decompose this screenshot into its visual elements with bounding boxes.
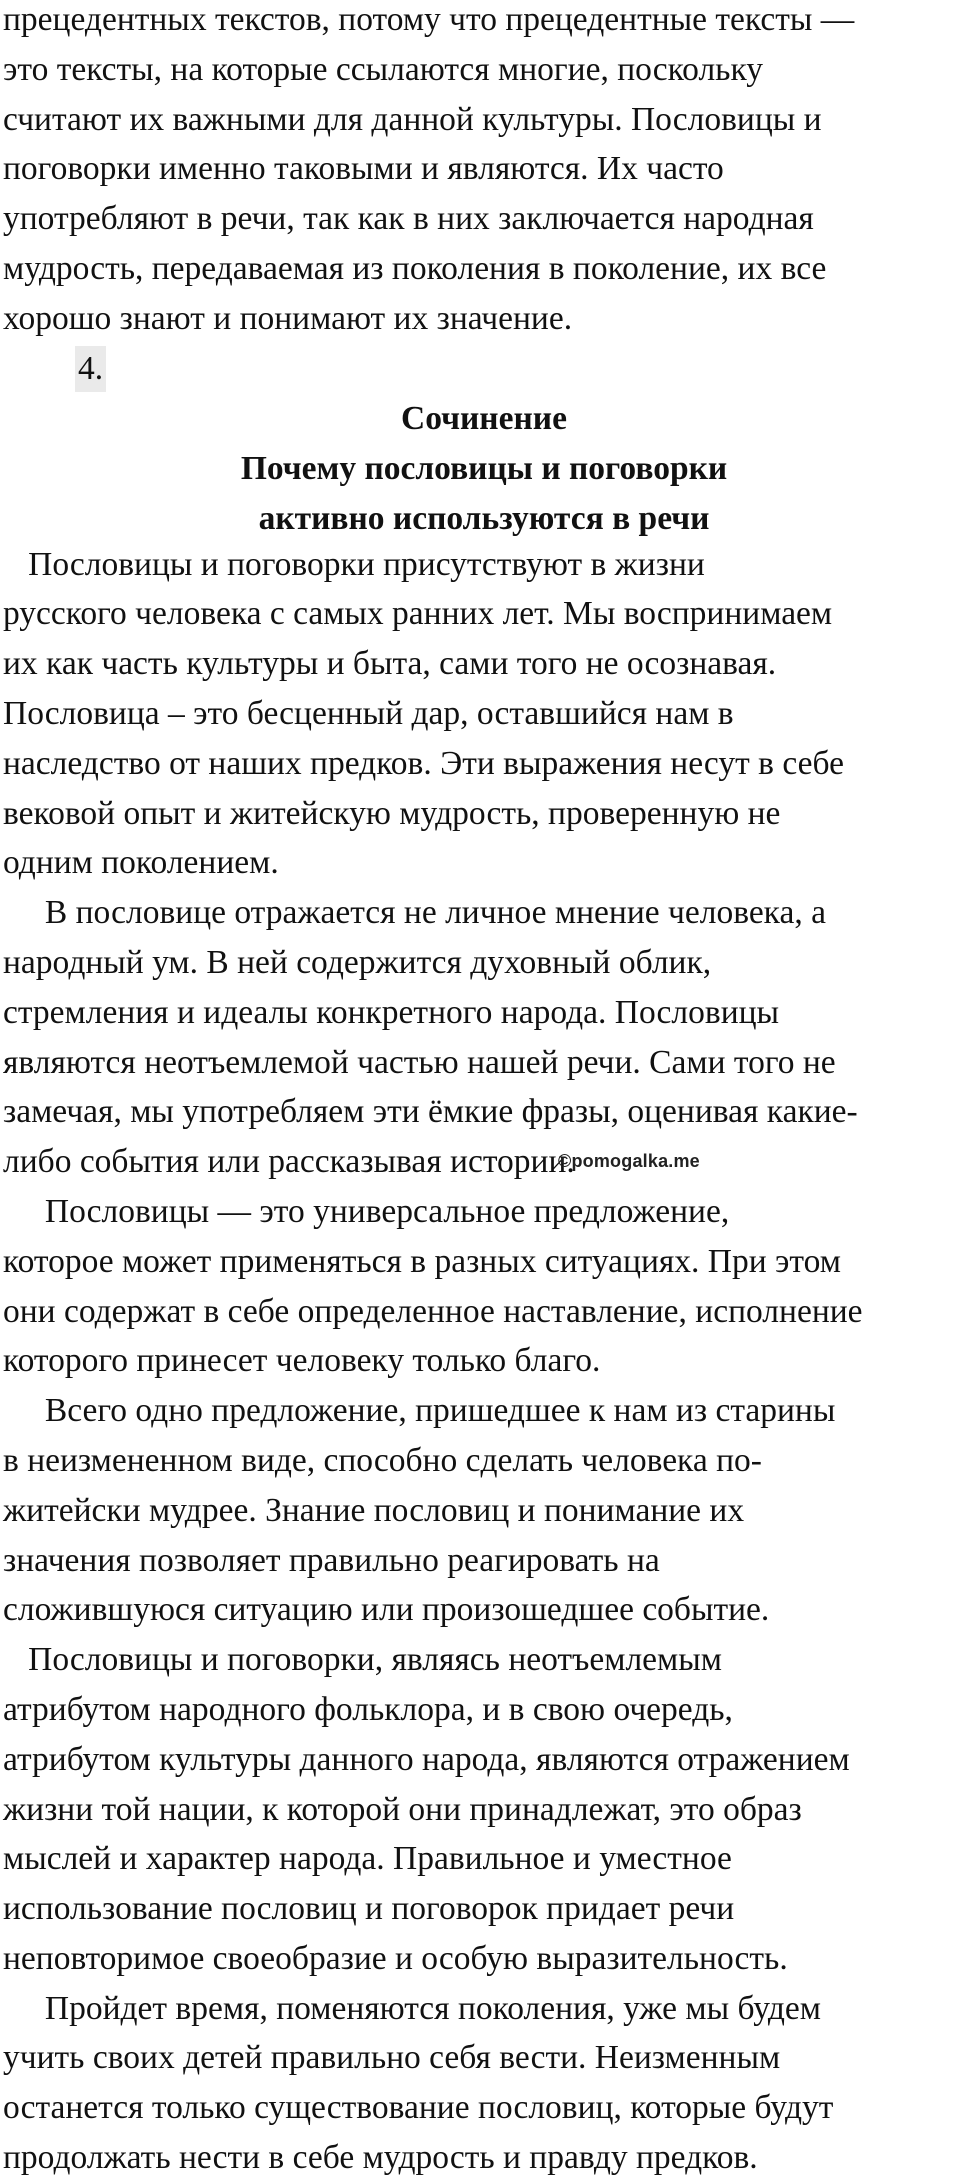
text-line: считают их важными для данной культуры. Пословицы и [3, 100, 822, 138]
text-line: атрибутом культуры данного народа, являются отражением [3, 1740, 850, 1778]
text-line: это тексты, на которые ссылаются многие, поскольку [3, 50, 764, 88]
essay-paragraph [3, 1635, 955, 1984]
essay-paragraph [3, 888, 955, 1187]
text-line: в неизмененном виде, способно сделать человека по- [3, 1441, 762, 1479]
essay-paragraph [3, 1386, 955, 1635]
text-line: Пословицы — это универсальное предложение, [3, 1192, 730, 1230]
text-line: жизни той нации, к которой они принадлежат, это образ [3, 1790, 802, 1828]
text-line: Пословица – это бесценный дар, оставшийся нам в [3, 694, 734, 732]
text-line: вековой опыт и житейскую мудрость, проверенную не [3, 794, 781, 832]
text-line: наследство от наших предков. Эти выражения несут в себе [3, 744, 844, 782]
essay-body [3, 540, 955, 2183]
text-line: русского человека с самых ранних лет. Мы воспринимаем [3, 595, 833, 633]
text-line: В пословице отражается не личное мнение человека, а [3, 894, 826, 932]
text-line: значения позволяет правильно реагировать на [3, 1541, 660, 1579]
text-line: житейски мудрее. Знание пословиц и понимание их [3, 1491, 745, 1529]
text-line: являются неотъемлемой частью нашей речи. Сами того не [3, 1043, 836, 1081]
text-line: либо события или рассказывая истории. [3, 1143, 575, 1181]
essay-subtitle-line-1: Почему пословицы и поговорки [240, 449, 728, 487]
intro-paragraph [3, 0, 955, 344]
text-line: Пословицы и поговорки, являясь неотъемлемым [3, 1641, 722, 1679]
text-line: поговорки именно таковыми и являются. Их часто [3, 150, 724, 188]
text-line: употребляют в речи, так как в них заключается народная [3, 200, 814, 238]
essay-paragraph [3, 1984, 955, 2183]
text-line: которого принесет человеку только благо. [3, 1342, 601, 1380]
text-line: одним поколением. [3, 844, 279, 882]
text-line: Пословицы и поговорки присутствуют в жизни [3, 545, 705, 583]
text-line: Всего одно предложение, пришедшее к нам из старины [3, 1392, 836, 1430]
document-page [3, 0, 955, 2183]
task-number: 4. [75, 346, 106, 392]
text-line: неповторимое своеобразие и особую выразительность. [3, 1939, 788, 1977]
text-line: мудрость, передаваемая из поколения в поколение, их все [3, 249, 827, 287]
essay-title: Сочинение [401, 399, 567, 437]
task-number-row [3, 344, 955, 396]
text-line: стремления и идеалы конкретного народа. Пословицы [3, 993, 780, 1031]
text-line: продолжать нести в себе мудрость и правду предков. [3, 2139, 758, 2177]
essay-paragraph [3, 540, 955, 889]
text-line: учить своих детей правильно себя вести. Неизменным [3, 2039, 781, 2077]
essay-paragraph [3, 1187, 955, 1386]
text-line: сложившуюся ситуацию или произошедшее событие. [3, 1591, 770, 1629]
text-line: прецедентных текстов, потому что прецедентные тексты — [3, 1, 855, 38]
text-line: атрибутом народного фольклора, и в свою очередь, [3, 1690, 733, 1728]
text-line: замечая, мы употребляем эти ёмкие фразы, оценивая какие- [3, 1093, 858, 1131]
text-line: мыслей и характер народа. Правильное и уместное [3, 1840, 732, 1878]
essay-subtitle-line-2: активно используются в речи [258, 499, 710, 537]
text-line: останется только существование пословиц, которые будут [3, 2089, 834, 2127]
watermark: ©pomogalka.me [558, 1151, 700, 1171]
text-line: они содержат в себе определенное наставление, исполнение [3, 1292, 863, 1330]
text-line: народный ум. В ней содержится духовный облик, [3, 943, 712, 981]
text-line: хорошо знают и понимают их значение. [3, 299, 573, 337]
text-line: использование пословиц и поговорок придает речи [3, 1890, 735, 1928]
essay-heading [3, 394, 955, 544]
text-line: Пройдет время, поменяются поколения, уже мы будем [3, 1989, 821, 2027]
text-line: их как часть культуры и быта, сами того не осознавая. [3, 645, 777, 683]
text-line: которое может применяться в разных ситуациях. При этом [3, 1242, 841, 1280]
